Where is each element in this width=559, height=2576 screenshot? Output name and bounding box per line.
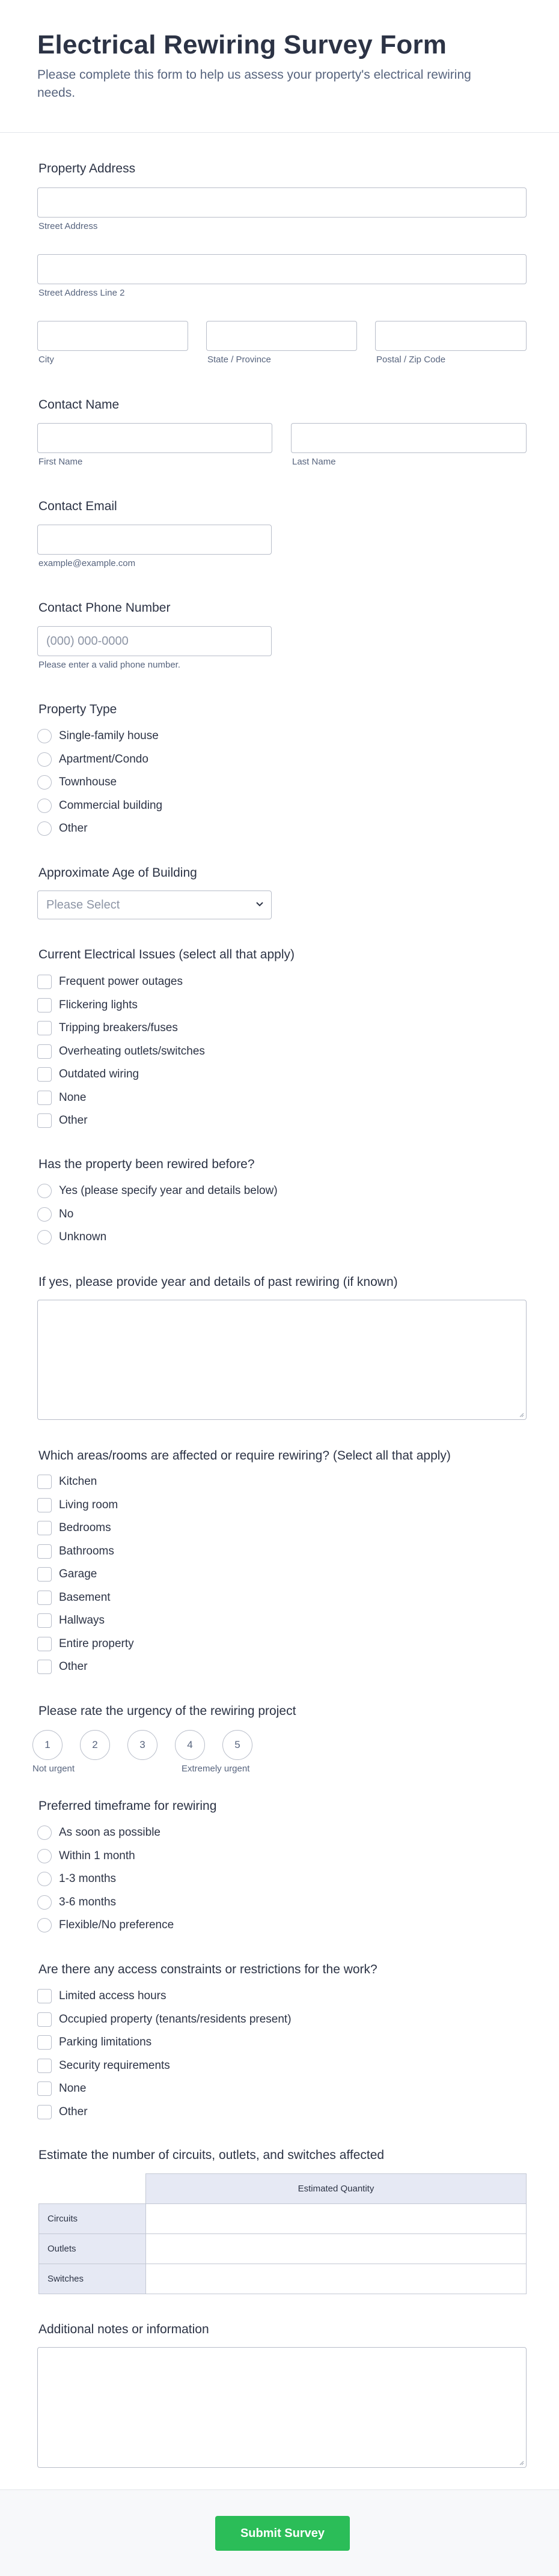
matrix-row bbox=[39, 2264, 527, 2294]
timeframe-options bbox=[37, 1821, 174, 1937]
form-header bbox=[0, 0, 559, 133]
contact-email-label: Contact Email bbox=[38, 499, 117, 513]
street-address-line2-input[interactable] bbox=[37, 254, 527, 284]
submit-button[interactable]: Submit Survey bbox=[215, 2516, 350, 2551]
street-address-line2-sublabel: Street Address Line 2 bbox=[38, 288, 125, 298]
radio-button[interactable] bbox=[37, 1849, 52, 1863]
radio-button[interactable] bbox=[37, 752, 52, 767]
issue-option[interactable]: Frequent power outages bbox=[37, 970, 205, 994]
checkbox[interactable] bbox=[37, 2105, 52, 2119]
street-address-input[interactable] bbox=[37, 187, 527, 218]
rewired-before-option[interactable]: No bbox=[37, 1203, 278, 1226]
notes-label: Additional notes or information bbox=[38, 2322, 209, 2336]
radio-button[interactable] bbox=[37, 799, 52, 813]
zip-input[interactable] bbox=[375, 321, 527, 351]
building-age-select[interactable] bbox=[37, 891, 272, 919]
area-option[interactable]: Bathrooms bbox=[37, 1540, 134, 1564]
checkbox[interactable] bbox=[37, 1521, 52, 1535]
areas-label: Which areas/rooms are affected or require rewiring? (Select all that apply) bbox=[38, 1449, 451, 1463]
issue-option[interactable]: Outdated wiring bbox=[37, 1063, 205, 1086]
state-input[interactable] bbox=[206, 321, 357, 351]
timeframe-option[interactable]: Flexible/No preference bbox=[37, 1914, 174, 1937]
urgency-low-label: Not urgent bbox=[32, 1764, 75, 1774]
checkbox[interactable] bbox=[37, 1989, 52, 2003]
timeframe-option[interactable]: As soon as possible bbox=[37, 1821, 174, 1845]
matrix-header-row bbox=[39, 2174, 527, 2204]
checkbox[interactable] bbox=[37, 2081, 52, 2096]
checkbox[interactable] bbox=[37, 1475, 52, 1489]
timeframe-option[interactable]: 3-6 months bbox=[37, 1891, 174, 1914]
city-sublabel: City bbox=[38, 355, 54, 365]
address-label: Property Address bbox=[38, 162, 136, 175]
radio-button[interactable] bbox=[37, 1230, 52, 1244]
phone-input[interactable] bbox=[37, 626, 272, 656]
checkbox[interactable] bbox=[37, 975, 52, 989]
issues-options bbox=[37, 970, 205, 1133]
property-type-options bbox=[37, 725, 162, 841]
checkbox[interactable] bbox=[37, 1498, 52, 1512]
property-type-option[interactable]: Other bbox=[37, 817, 162, 841]
building-age-placeholder: Please Select bbox=[46, 898, 120, 912]
constraint-option[interactable]: Parking limitations bbox=[37, 2031, 292, 2054]
estimate-matrix bbox=[38, 2173, 527, 2294]
resize-grip-icon[interactable] bbox=[518, 1411, 524, 1417]
constraint-option[interactable]: None bbox=[37, 2077, 292, 2101]
checkbox[interactable] bbox=[37, 1091, 52, 1105]
radio-button[interactable] bbox=[37, 1184, 52, 1198]
urgency-rating-5[interactable]: 5 bbox=[222, 1730, 252, 1760]
page-title: Electrical Rewiring Survey Form bbox=[37, 30, 447, 59]
issues-label: Current Electrical Issues (select all that apply) bbox=[38, 948, 295, 961]
matrix-column-header: Estimated Quantity bbox=[146, 2174, 527, 2204]
rewired-before-label: Has the property been rewired before? bbox=[38, 1157, 255, 1171]
urgency-label: Please rate the urgency of the rewiring project bbox=[38, 1704, 296, 1718]
rewired-before-options bbox=[37, 1180, 278, 1249]
constraints-options bbox=[37, 1985, 292, 2124]
matrix-row-header: Circuits bbox=[39, 2204, 146, 2234]
timeframe-option[interactable]: 1-3 months bbox=[37, 1868, 174, 1891]
area-option[interactable]: Garage bbox=[37, 1563, 134, 1586]
timeframe-label: Preferred timeframe for rewiring bbox=[38, 1799, 217, 1813]
estimate-label: Estimate the number of circuits, outlets, and switches affected bbox=[38, 2148, 385, 2162]
matrix-row bbox=[39, 2234, 527, 2264]
past-rewiring-textarea[interactable] bbox=[37, 1300, 527, 1420]
checkbox[interactable] bbox=[37, 1544, 52, 1559]
matrix-row bbox=[39, 2204, 527, 2234]
area-option[interactable]: Kitchen bbox=[37, 1470, 134, 1494]
resize-grip-icon[interactable] bbox=[518, 2459, 524, 2465]
radio-button[interactable] bbox=[37, 1918, 52, 1932]
areas-options bbox=[37, 1470, 134, 1679]
timeframe-option[interactable]: Within 1 month bbox=[37, 1845, 174, 1868]
area-option[interactable]: Other bbox=[37, 1655, 134, 1679]
constraint-option[interactable]: Occupied property (tenants/residents present) bbox=[37, 2008, 292, 2032]
phone-placeholder: (000) 000-0000 bbox=[46, 635, 129, 648]
radio-button[interactable] bbox=[37, 1207, 52, 1222]
past-rewiring-label: If yes, please provide year and details of past rewiring (if known) bbox=[38, 1275, 398, 1289]
circuits-quantity-input[interactable] bbox=[146, 2204, 527, 2234]
first-name-sublabel: First Name bbox=[38, 457, 83, 467]
urgency-rating-1[interactable]: 1 bbox=[32, 1730, 63, 1760]
constraint-option[interactable]: Limited access hours bbox=[37, 1985, 292, 2008]
checkbox[interactable] bbox=[37, 1021, 52, 1035]
issue-option[interactable]: None bbox=[37, 1086, 205, 1110]
issue-option[interactable]: Tripping breakers/fuses bbox=[37, 1017, 205, 1040]
checkbox[interactable] bbox=[37, 1613, 52, 1628]
zip-sublabel: Postal / Zip Code bbox=[376, 355, 446, 365]
radio-button[interactable] bbox=[37, 729, 52, 743]
street-address-sublabel: Street Address bbox=[38, 221, 98, 231]
last-name-sublabel: Last Name bbox=[292, 457, 336, 467]
rewired-before-option[interactable]: Unknown bbox=[37, 1226, 278, 1249]
area-option[interactable]: Basement bbox=[37, 1586, 134, 1610]
checkbox[interactable] bbox=[37, 1044, 52, 1059]
radio-button[interactable] bbox=[37, 1895, 52, 1910]
constraints-label: Are there any access constraints or restrictions for the work? bbox=[38, 1962, 377, 1976]
switches-quantity-input[interactable] bbox=[146, 2264, 527, 2294]
issue-option[interactable]: Overheating outlets/switches bbox=[37, 1040, 205, 1064]
checkbox[interactable] bbox=[37, 1591, 52, 1605]
checkbox[interactable] bbox=[37, 1660, 52, 1674]
checkbox[interactable] bbox=[37, 1637, 52, 1651]
first-name-input[interactable] bbox=[37, 423, 272, 453]
property-type-option[interactable]: Apartment/Condo bbox=[37, 748, 162, 772]
form-description: Please complete this form to help us assess your property's electrical rewiring needs. bbox=[37, 68, 471, 100]
urgency-high-label: Extremely urgent bbox=[182, 1764, 250, 1774]
chevron-down-icon bbox=[255, 901, 264, 907]
constraint-option[interactable]: Other bbox=[37, 2101, 292, 2124]
checkbox[interactable] bbox=[37, 1067, 52, 1082]
issue-option[interactable]: Flickering lights bbox=[37, 994, 205, 1017]
property-type-option[interactable]: Commercial building bbox=[37, 794, 162, 818]
property-type-label: Property Type bbox=[38, 702, 117, 716]
area-option[interactable]: Living room bbox=[37, 1494, 134, 1517]
building-age-label: Approximate Age of Building bbox=[38, 866, 197, 880]
rewired-before-option[interactable]: Yes (please specify year and details below) bbox=[37, 1180, 278, 1203]
phone-sublabel: Please enter a valid phone number. bbox=[38, 660, 180, 670]
property-type-option[interactable]: Townhouse bbox=[37, 771, 162, 794]
notes-textarea[interactable] bbox=[37, 2347, 527, 2468]
checkbox[interactable] bbox=[37, 2059, 52, 2073]
last-name-input[interactable] bbox=[291, 423, 527, 453]
matrix-row-header: Outlets bbox=[39, 2234, 146, 2264]
radio-button[interactable] bbox=[37, 821, 52, 836]
email-input[interactable] bbox=[37, 525, 272, 555]
radio-button[interactable] bbox=[37, 1825, 52, 1840]
checkbox[interactable] bbox=[37, 2012, 52, 2027]
area-option[interactable]: Bedrooms bbox=[37, 1517, 134, 1540]
area-option[interactable]: Hallways bbox=[37, 1609, 134, 1633]
matrix-corner bbox=[39, 2174, 146, 2204]
checkbox[interactable] bbox=[37, 2035, 52, 2050]
matrix-row-header: Switches bbox=[39, 2264, 146, 2294]
constraint-option[interactable]: Security requirements bbox=[37, 2054, 292, 2078]
email-sublabel: example@example.com bbox=[38, 558, 136, 568]
checkbox[interactable] bbox=[37, 1113, 52, 1128]
area-option[interactable]: Entire property bbox=[37, 1633, 134, 1656]
city-input[interactable] bbox=[37, 321, 188, 351]
urgency-rating-2[interactable]: 2 bbox=[80, 1730, 110, 1760]
property-type-option[interactable]: Single-family house bbox=[37, 725, 162, 748]
urgency-rating-4[interactable]: 4 bbox=[175, 1730, 205, 1760]
checkbox[interactable] bbox=[37, 1567, 52, 1582]
contact-name-label: Contact Name bbox=[38, 398, 120, 412]
urgency-rating-3[interactable]: 3 bbox=[127, 1730, 157, 1760]
radio-button[interactable] bbox=[37, 1872, 52, 1886]
radio-button[interactable] bbox=[37, 775, 52, 790]
checkbox[interactable] bbox=[37, 998, 52, 1012]
outlets-quantity-input[interactable] bbox=[146, 2234, 527, 2264]
form-footer bbox=[0, 2489, 559, 2576]
state-sublabel: State / Province bbox=[207, 355, 271, 365]
issue-option[interactable]: Other bbox=[37, 1109, 205, 1133]
contact-phone-label: Contact Phone Number bbox=[38, 601, 171, 615]
